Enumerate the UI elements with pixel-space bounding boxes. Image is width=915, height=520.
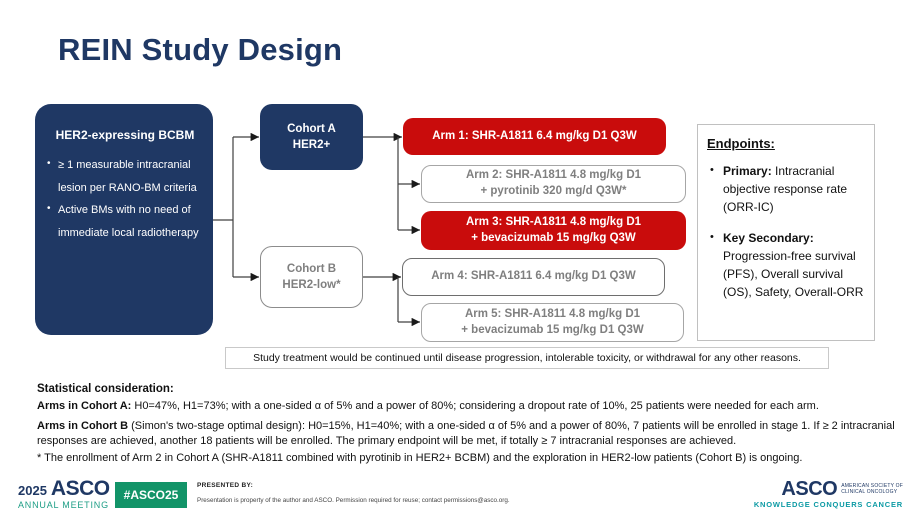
arm-5-label: Arm 5: SHR-A1811 4.8 mg/kg D1 [464, 307, 641, 320]
endpoint-primary-label: Primary: [723, 164, 772, 178]
annual-meeting-label: ANNUAL MEETING [18, 499, 109, 510]
asco-annual-meeting-logo [18, 477, 110, 510]
endpoint-secondary [707, 229, 865, 301]
presented-by-label: PRESENTED BY: [197, 482, 254, 489]
treatment-note-box [225, 347, 829, 369]
endpoint-secondary-text: Progression-free survival (PFS), Overall survival (OS), Safety, Overall-ORR [723, 249, 864, 299]
asco-society-logo [754, 480, 903, 509]
population-title: HER2-expressing BCBM [55, 128, 195, 142]
endpoint-secondary-label: Key Secondary: [723, 231, 814, 245]
arm-4-box [402, 258, 665, 296]
cohort-b-box [260, 246, 363, 308]
population-criterion: • Active BMs with no need of immediate local radiotherapy [47, 199, 203, 244]
cohort-a-box [260, 104, 363, 170]
arm-3-label: Arm 3: SHR-A1811 4.8 mg/kg D1 [465, 215, 642, 228]
page-title: REIN Study Design [58, 32, 343, 67]
hashtag-badge: #ASCO25 [115, 482, 187, 508]
treatment-note-text: Study treatment would be continued until disease progression, intolerable toxicity, or withdrawal for any other reasons. [253, 352, 801, 364]
arm2-footnote: * The enrollment of Arm 2 in Cohort A (SHR-A1811 combined with pyrotinib in HER2+ BCBM) and the exploration in HER2-low patients (Cohort B) is ongoing. [37, 452, 803, 464]
stats-cohort-a-label: Arms in Cohort A: [37, 400, 132, 412]
society-name [841, 483, 903, 496]
asco-wordmark: ASCO [50, 477, 110, 500]
arm-4-label: Arm 4: SHR-A1811 6.4 mg/kg D1 Q3W [431, 270, 636, 283]
cohort-b-name: Cohort B [286, 262, 337, 275]
cohort-a-name: Cohort A [287, 122, 336, 135]
arm-2-label-line2: + pyrotinib 320 mg/d Q3W* [480, 185, 627, 197]
arm-2-label: Arm 2: SHR-A1811 4.8 mg/kg D1 [465, 169, 642, 182]
arm-2-box [421, 165, 686, 203]
footer [0, 478, 915, 520]
stats-cohort-a-text: H0=47%, H1=73%; with a one-sided α of 5% and a power of 80%; considering a dropout rate of 10%, 25 patients were needed for each arm. [131, 400, 819, 412]
stats-cohort-a [37, 399, 897, 414]
endpoints-heading: Endpoints: [707, 136, 775, 151]
meeting-year: 2025 [18, 482, 47, 498]
society-name-line2: CLINICAL ONCOLOGY [841, 489, 898, 495]
stats-heading: Statistical consideration: [37, 383, 174, 395]
endpoint-primary [707, 162, 865, 216]
society-name-line1: AMERICAN SOCIETY OF [841, 482, 903, 489]
cohort-b-subtype: HER2-low* [282, 279, 341, 291]
arm-5-box [421, 303, 684, 342]
presented-by-block [197, 482, 617, 504]
arm-3-box [421, 211, 686, 250]
asco-tagline: KNOWLEDGE CONQUERS CANCER [753, 500, 903, 509]
arm-1-label: Arm 1: SHR-A1811 6.4 mg/kg D1 Q3W [432, 129, 637, 142]
stats-cohort-b-text: (Simon's two-stage optimal design): H0=15%, H1=40%; with a one-sided α of 5% and a power of 80%, 7 patients will be enrolled in stage 1. If ≥ 2 intracranial responses are achieved, another 18 patients will be enrolled. The primary endpoint will be met, if totally ≥ 7 intracranial responses are achieved. [37, 419, 895, 447]
stats-cohort-b [37, 419, 897, 449]
endpoints-panel [697, 124, 875, 341]
cohort-a-subtype: HER2+ [292, 139, 331, 151]
population-criteria-list [47, 154, 203, 244]
population-box [35, 104, 213, 335]
stats-cohort-b-label: Arms in Cohort B [37, 419, 129, 432]
endpoint-primary-text: Intracranial objective response rate (ORR-IC) [723, 164, 848, 214]
asco-society-wordmark: ASCO [781, 478, 838, 500]
permission-disclaimer: Presentation is property of the author and ASCO. Permission required for reuse; contact permissions@asco.org. [197, 497, 510, 504]
statistical-consideration [37, 383, 897, 454]
arm-1-box [403, 118, 666, 155]
arm-3-label-line2: + bevacizumab 15 mg/kg Q3W [471, 231, 636, 244]
population-criterion: • ≥ 1 measurable intracranial lesion per RANO-BM criteria [47, 154, 203, 199]
arm-5-label-line2: + bevacizumab 15 mg/kg D1 Q3W [461, 323, 644, 336]
